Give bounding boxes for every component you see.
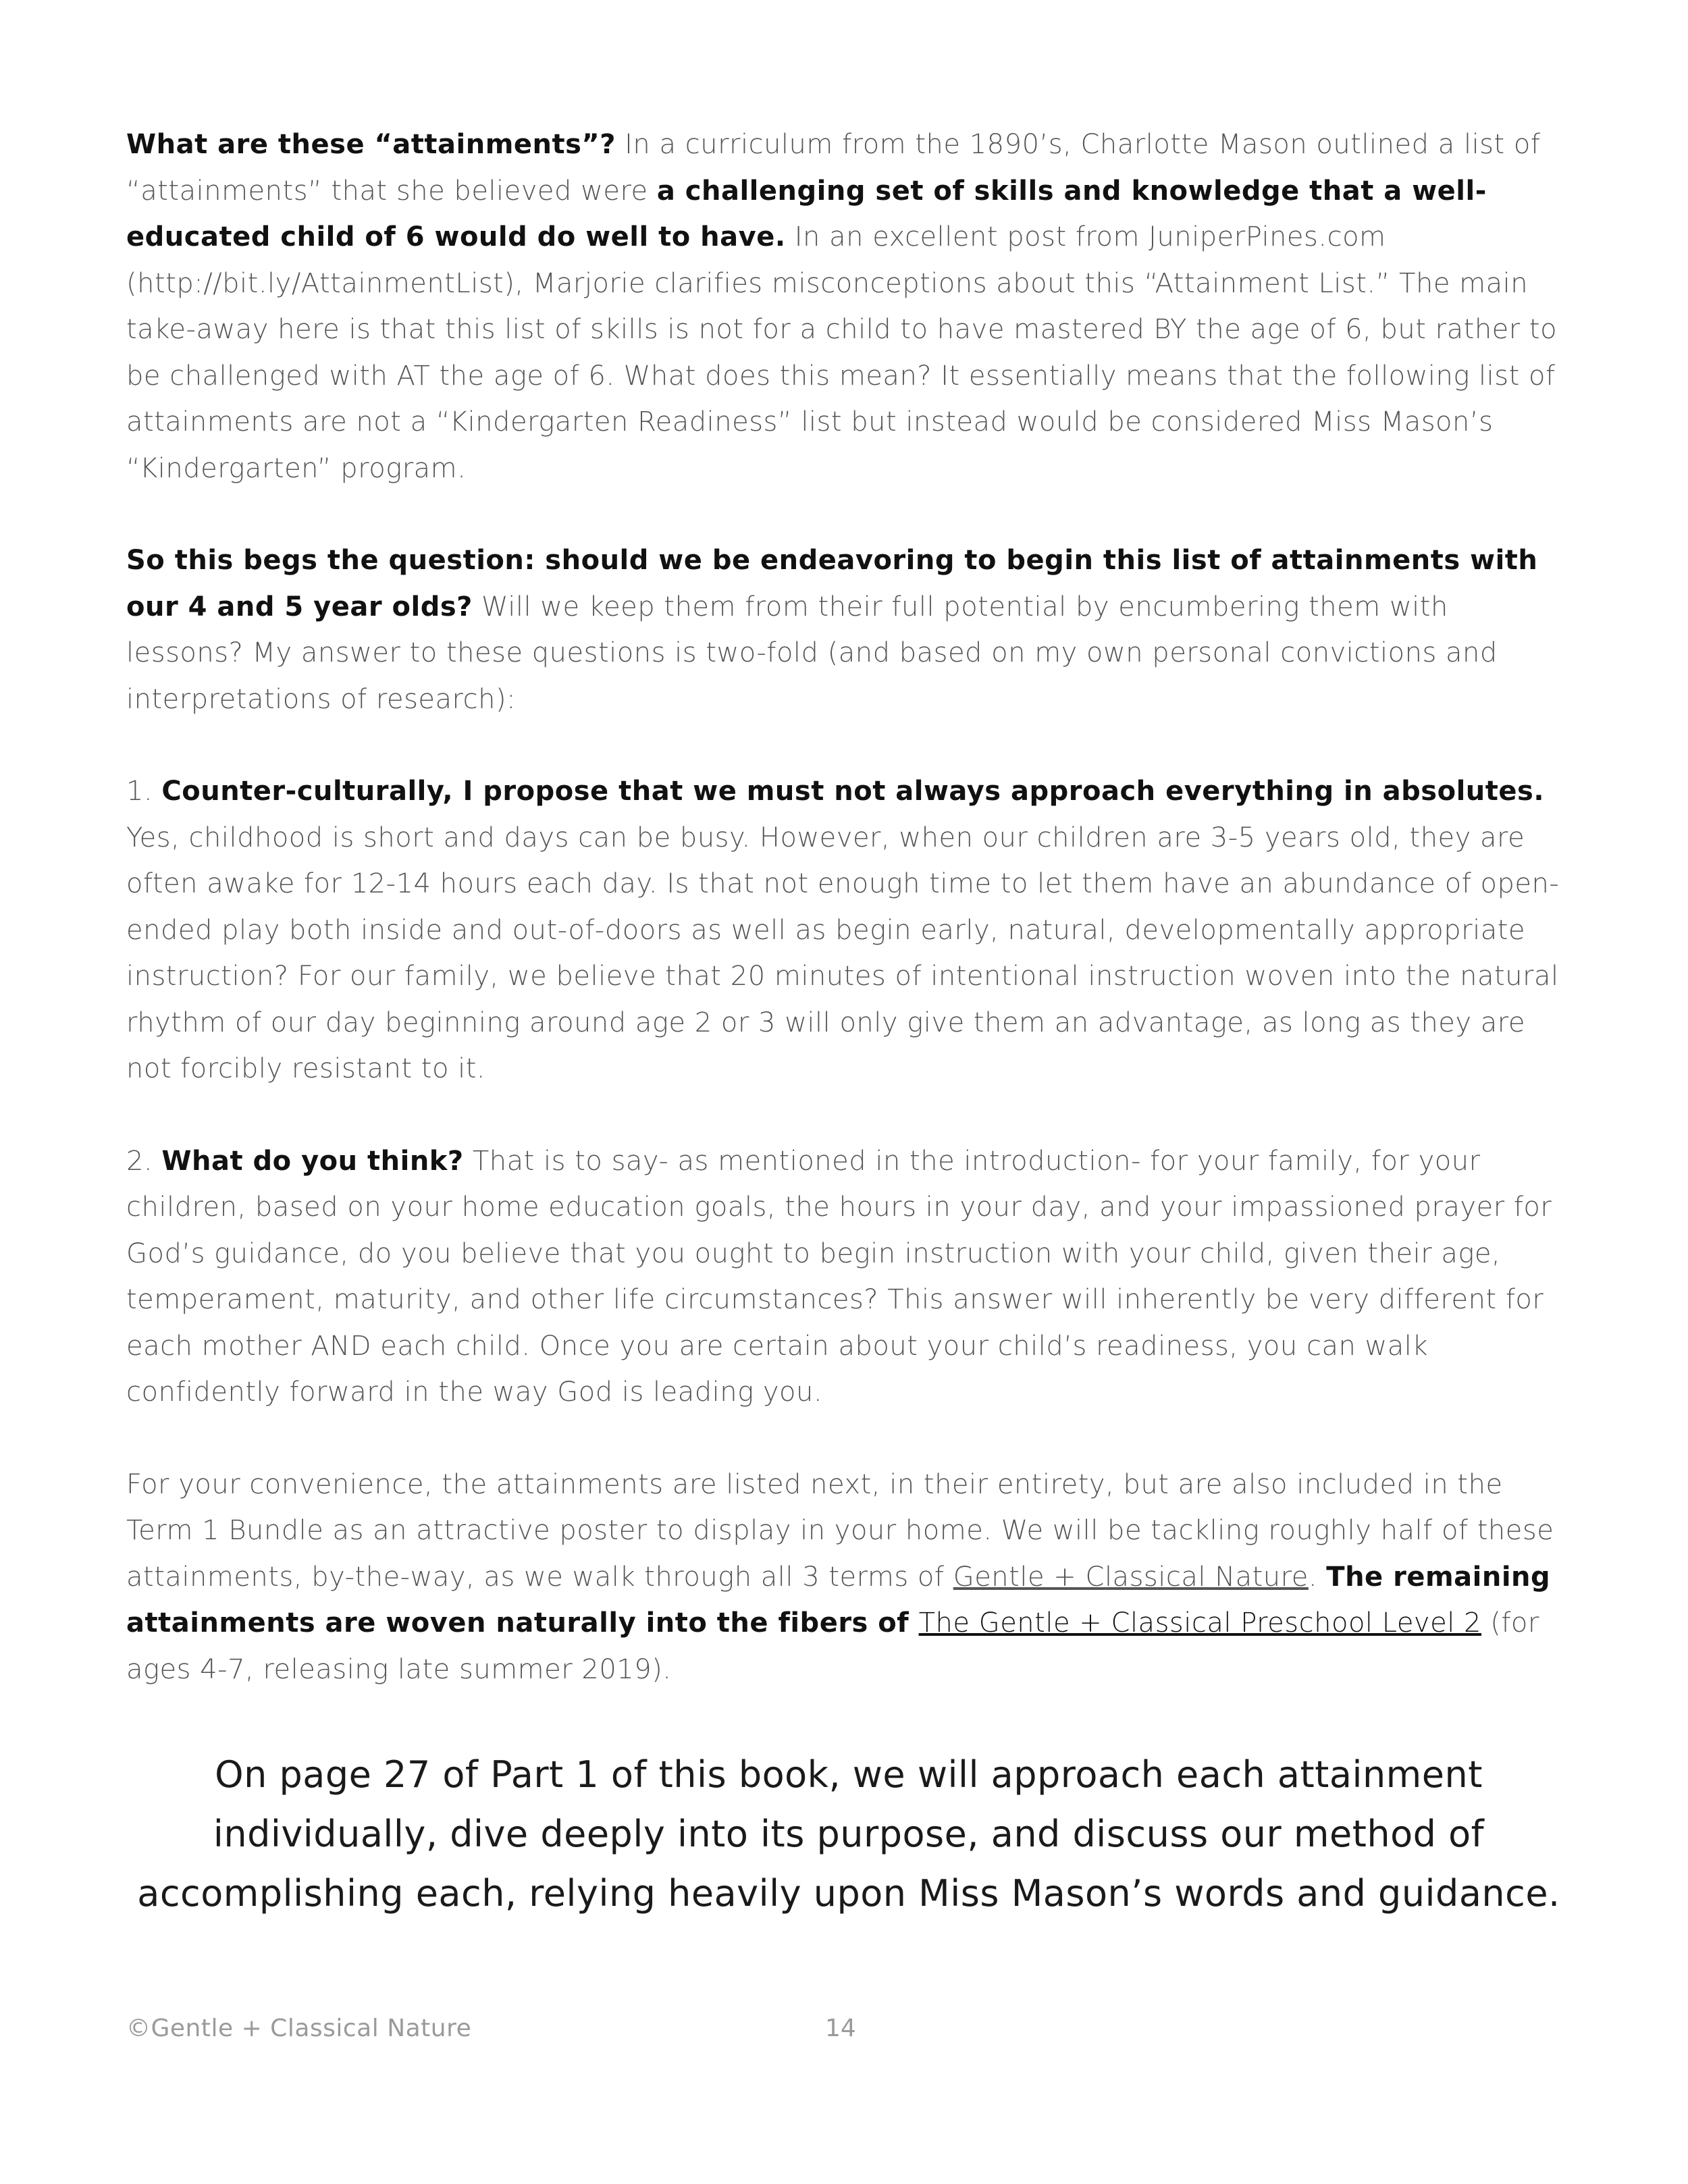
bold-phrase: The remaining attainments are woven naturally into the fibers of — [126, 1561, 1551, 1639]
link-gentle-classical-nature[interactable]: Gentle + Classical Nature — [953, 1561, 1309, 1593]
page-number: 14 — [825, 2015, 856, 2042]
paragraph-text: Yes, childhood is short and days can be busy. However, when our children are 3-5 years old, they are often awake for 12-14 hours each day. Is that not enough time to let them have an abundance of open-ended play both inside and out-of-doors as well as begin early, natural, developmentally appropriate instruction? For our family, we believe that 20 minutes of intentional instruction woven into the natural rhythm of our day beginning around age 2 or 3 will only give them an advantage, as long as they are not forcibly resistant to it. — [126, 822, 1560, 1084]
bold-phrase: a challenging set of skills and knowledge that a well-educated child of 6 would do well to have. — [126, 175, 1487, 252]
paragraph-convenience — [126, 1462, 1571, 1693]
paragraph-question — [126, 537, 1571, 722]
paragraph-text: (for ages 4-7, releasing late summer 2019). — [126, 1607, 1539, 1685]
footer-copyright: ©Gentle + Classical Nature — [126, 2015, 472, 2042]
page-body — [126, 122, 1571, 1738]
paragraph-text: . — [1308, 1561, 1327, 1593]
paragraph-text: In an excellent post from JuniperPines.com (http://bit.ly/AttainmentList), Marjorie clarifies misconceptions about this “Attainment List.” The main take-away here is that this list of skills is not for a child to have mastered BY the age of 6, but rather to be challenged with AT the age of 6. What does this mean? It essentially means that the following list of attainments are not a “Kindergarten Readiness” list but instead would be considered Miss Mason’s “Kindergarten” program. — [126, 221, 1558, 484]
paragraph-text: That is to say- as mentioned in the introduction- for your family, for your children, based on your home education goals, the hours in your day, and your impassioned prayer for God’s guidance, do you believe that you ought to begin instruction with your child, given their age, temperament, maturity, and other life circumstances? This answer will inherently be very different for each mother AND each child. Once you are certain about your child’s readiness, you can walk confidently forward in the way God is leading you. — [126, 1145, 1552, 1408]
callout-text: On page 27 of Part 1 of this book, we will approach each attainment individually, dive deeply into its purpose, and discuss our method of accomplishing each, relying heavily upon Miss Mason’s words and guidance. — [137, 1753, 1560, 1915]
paragraph-point-2 — [126, 1138, 1571, 1416]
bold-lead: Counter-culturally, I propose that we must not always approach everything in absolutes. — [161, 776, 1545, 807]
paragraph-text: For your convenience, the attainments are listed next, in their entirety, but are also included in the Term 1 Bundle as an attractive poster to display in your home. We will be tackling roughly half of these attainments, by-the-way, as we walk through all 3 terms of — [126, 1468, 1554, 1593]
paragraph-point-1 — [126, 768, 1571, 1092]
paragraph-attainments-intro — [126, 122, 1571, 491]
link-preschool-level-2[interactable]: The Gentle + Classical Preschool Level 2 — [918, 1607, 1481, 1639]
paragraph-text: Will we keep them from their full potential by encumbering them with lessons? My answer to these questions is two-fold (and based on my own personal convictions and interpretations of research): — [126, 591, 1498, 715]
list-number: 1. — [126, 776, 162, 807]
bold-lead: What do you think? — [161, 1145, 464, 1177]
bold-lead: So this begs the question: should we be endeavoring to begin this list of attainments with our 4 and 5 year olds? — [126, 545, 1538, 622]
bold-lead: What are these “attainments”? — [126, 129, 616, 160]
paragraph-text: In a curriculum from the 1890’s, Charlotte Mason outlined a list of “attainments” that she believed were — [126, 129, 1541, 207]
list-number: 2. — [126, 1145, 162, 1177]
